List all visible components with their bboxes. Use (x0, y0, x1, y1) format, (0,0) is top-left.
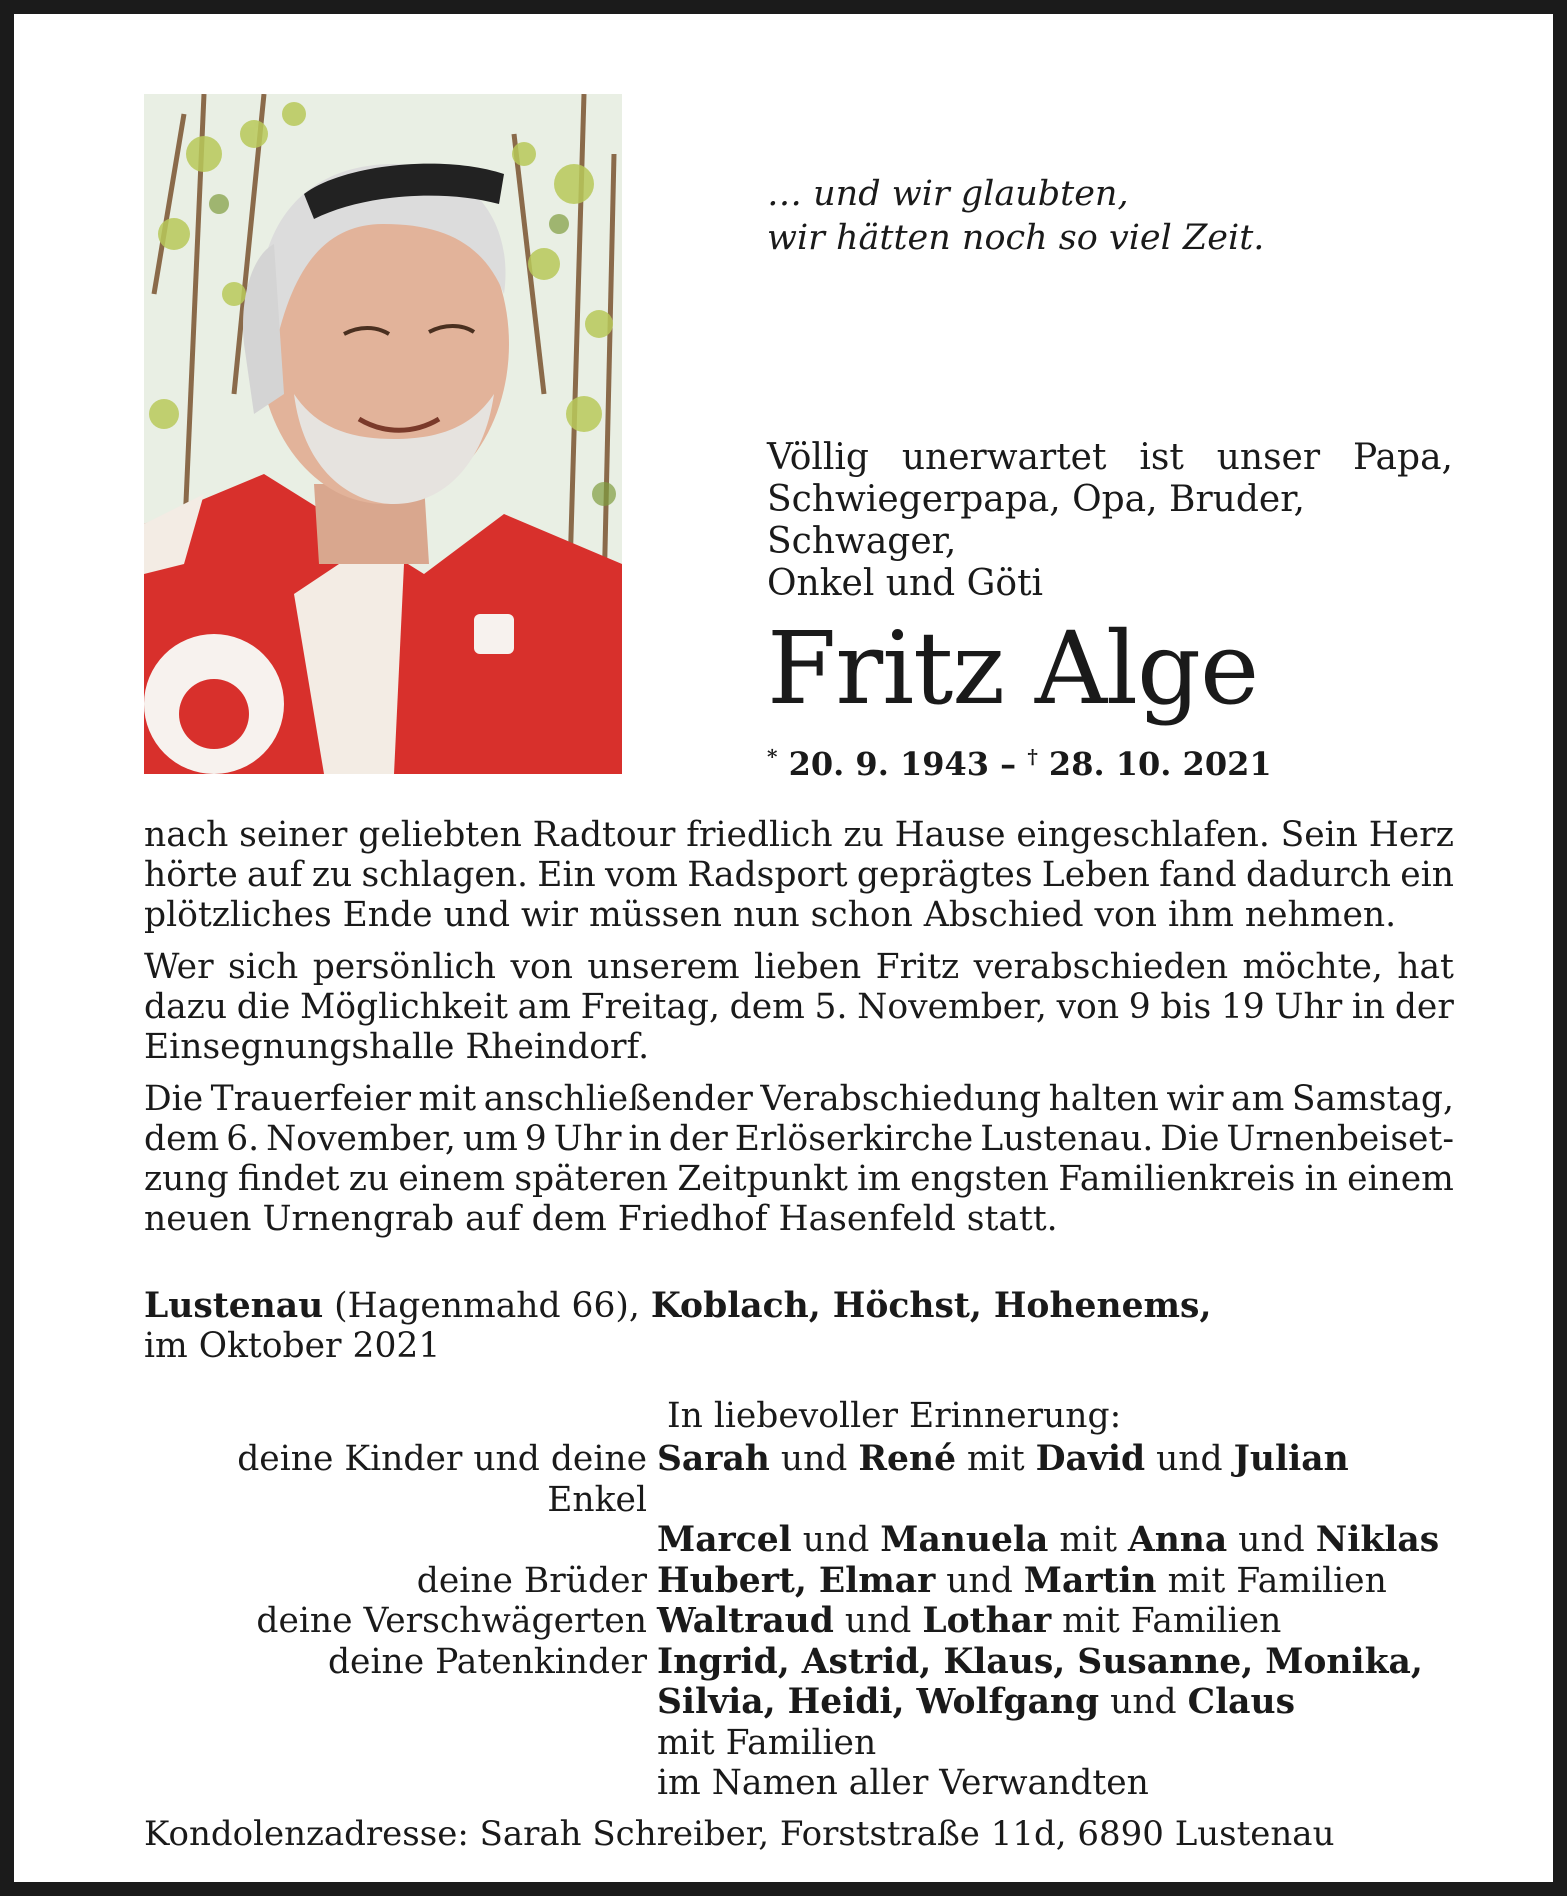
connector: und (1099, 1682, 1188, 1722)
word: persönlich (312, 947, 497, 987)
word: Zeitpunkt (677, 1159, 848, 1199)
word: am (517, 987, 571, 1027)
word: 5. (814, 987, 848, 1027)
body-line (144, 1079, 1454, 1119)
portrait-photo (144, 94, 622, 774)
word: friedlich (686, 815, 833, 855)
word: Familienkreis (1058, 1159, 1296, 1199)
word: zu (843, 815, 884, 855)
word: nach (144, 815, 229, 855)
place-town: Lustenau (144, 1286, 324, 1326)
word: die (236, 987, 291, 1027)
intro-word: ist (1139, 437, 1184, 478)
word: Lustenau. (980, 1119, 1154, 1159)
mourner-names (657, 1561, 1474, 1602)
intro-line (767, 437, 1453, 479)
word: mit (418, 1079, 477, 1119)
name-bold: Claus (1187, 1682, 1296, 1722)
body-line: neuen Urnengrab auf dem Friedhof Hasenfeld statt. (144, 1199, 1058, 1239)
place-and-date (144, 1286, 1211, 1366)
body-line (144, 987, 1454, 1027)
body-line (144, 1159, 1454, 1199)
word: ein (1400, 855, 1454, 895)
mourner-families: mit Familien (657, 1722, 877, 1763)
birth-symbol: * (767, 744, 778, 769)
name-bold: René (858, 1439, 957, 1479)
mourner-label-empty (144, 1682, 657, 1723)
word: möchte, (1242, 947, 1383, 987)
word: am (1231, 1079, 1285, 1119)
word: eingeschlafen. (1016, 815, 1270, 855)
word: in (628, 1119, 662, 1159)
word: anschließender (483, 1079, 753, 1119)
name-bold: David (1035, 1439, 1146, 1479)
intro-word: unerwartet (901, 437, 1107, 478)
word: seiner (239, 815, 348, 855)
mourners-list (144, 1439, 1474, 1804)
name-bold: Hubert, Elmar (657, 1560, 936, 1601)
word: Fritz (875, 947, 960, 987)
word: einem (1347, 1159, 1454, 1199)
word: Samstag, (1291, 1079, 1454, 1119)
word: von (1056, 987, 1120, 1027)
body-line (144, 947, 1454, 987)
word: Radtour (532, 815, 676, 855)
intro-word: Papa, (1352, 437, 1453, 478)
name-bold: Sarah (657, 1439, 770, 1479)
word: hörte (144, 855, 238, 895)
word: Sein (1280, 815, 1358, 855)
death-date: 28. 10. 2021 (1037, 745, 1272, 783)
word: Trauerfeier (210, 1079, 411, 1119)
mourner-label-empty (144, 1520, 657, 1561)
connector: und (791, 1520, 881, 1560)
word: Die (144, 1079, 204, 1119)
deceased-name: Fritz Alge (767, 610, 1259, 727)
mourner-row (144, 1439, 1474, 1520)
paragraph-funeral (144, 1079, 1454, 1239)
life-dates (767, 744, 1272, 784)
word: zu (348, 1159, 390, 1199)
word: Leben (1041, 855, 1150, 895)
condolence-address: Kondolenzadresse: Sarah Schreiber, Forststraße 11d, 6890 Lustenau (144, 1814, 1335, 1854)
word: verabschieden (973, 947, 1229, 987)
name-bold: Silvia, Heidi, Wolfgang (657, 1682, 1100, 1722)
word: hat (1397, 947, 1454, 987)
word: späteren (514, 1159, 669, 1199)
word: einem (398, 1159, 506, 1199)
word: Hause (894, 815, 1006, 855)
connector: mit (1048, 1520, 1128, 1560)
word: findet (237, 1159, 340, 1199)
word: Uhr (1274, 987, 1343, 1027)
intro-line: Schwiegerpapa, Opa, Bruder, Schwager, (767, 479, 1305, 562)
word: dazu (144, 987, 228, 1027)
quote (767, 172, 1264, 260)
word: Freitag, (580, 987, 720, 1027)
connector: und (1145, 1439, 1234, 1479)
word: zu (311, 855, 353, 895)
word: auf (247, 855, 303, 895)
word: Möglichkeit (299, 987, 508, 1027)
connector: und (769, 1439, 859, 1479)
quote-line: wir hätten noch so viel Zeit. (767, 218, 1265, 258)
word: sich (228, 947, 299, 987)
word: um (462, 1119, 518, 1159)
connector: und (833, 1601, 923, 1641)
name-bold: Anna (1127, 1520, 1228, 1560)
body-line (144, 855, 1454, 895)
memory-heading: In liebevoller Erinnerung: (667, 1396, 1122, 1436)
connector: mit Familien (1156, 1560, 1387, 1601)
body-line: Einsegnungshalle Rheindorf. (144, 1027, 650, 1067)
place-others: Koblach, Höchst, Hohenems, (650, 1286, 1212, 1326)
word: Ein (537, 855, 596, 895)
mourner-row (144, 1561, 1474, 1602)
mourner-label: deine Patenkinder (327, 1641, 647, 1682)
word: dadurch (1246, 855, 1391, 895)
word: 9 (524, 1119, 547, 1159)
mourner-label: deine Brüder (416, 1560, 647, 1601)
word: der (668, 1119, 728, 1159)
mourner-label-empty (144, 1763, 657, 1804)
word: unserem (587, 947, 740, 987)
name-bold: Waltraud (657, 1601, 834, 1641)
name-bold: Manuela (880, 1520, 1049, 1560)
word: in (1304, 1159, 1338, 1199)
word: der (1394, 987, 1454, 1027)
obituary-body (144, 815, 1454, 1251)
paragraph-viewing (144, 947, 1454, 1067)
word: Die (1160, 1119, 1220, 1159)
word: wir (1166, 1079, 1224, 1119)
name-bold: Lothar (922, 1601, 1052, 1641)
word: geliebten (358, 815, 522, 855)
word: Radsport (687, 855, 848, 895)
name-bold: Marcel (657, 1520, 792, 1560)
mourner-names (657, 1682, 1474, 1723)
word: Erlöserkirche (734, 1119, 974, 1159)
word: 9 (1128, 987, 1151, 1027)
word: engsten (910, 1159, 1050, 1199)
word: im (857, 1159, 901, 1199)
mourner-names (657, 1642, 1474, 1683)
mourner-row (144, 1642, 1474, 1683)
intro-line: Onkel und Göti (767, 563, 1044, 604)
word: Urnenbeiset- (1226, 1119, 1454, 1159)
word: schlagen. (361, 855, 529, 895)
name-bold: Martin (1023, 1560, 1157, 1601)
body-line (144, 1119, 1454, 1159)
word: in (1351, 987, 1386, 1027)
connector: mit Familien (1051, 1601, 1282, 1641)
word: dem (729, 987, 805, 1027)
mourner-row (144, 1601, 1474, 1642)
mourner-row (144, 1682, 1474, 1723)
word: bis (1160, 987, 1212, 1027)
body-line (144, 815, 1454, 855)
name-bold: Ingrid, Astrid, Klaus, Susanne, Monika, (657, 1641, 1423, 1682)
word: von (510, 947, 573, 987)
word: November, (857, 987, 1047, 1027)
quote-line: … und wir glaubten, (767, 174, 1129, 214)
place-line (144, 1286, 1211, 1326)
word: Uhr (553, 1119, 622, 1159)
word: Herz (1368, 815, 1454, 855)
word: zung (144, 1159, 229, 1199)
word: geprägtes (856, 855, 1033, 895)
intro-text (767, 437, 1453, 605)
mourner-row (144, 1520, 1474, 1561)
word: Verabschiedung (760, 1079, 1042, 1119)
word: fand (1159, 855, 1237, 895)
word: Wer (144, 947, 214, 987)
connector: und (1227, 1520, 1316, 1560)
intro-word: unser (1216, 437, 1321, 478)
connector: und (935, 1560, 1024, 1601)
word: halten (1048, 1079, 1159, 1119)
mourner-label: deine Kinder und deine Enkel (237, 1439, 647, 1520)
mourner-row (144, 1723, 1474, 1764)
mourner-label-empty (144, 1723, 657, 1764)
mourner-label: deine Verschwägerten (256, 1601, 647, 1641)
mourner-relatives: im Namen aller Verwandten (657, 1763, 1149, 1803)
paragraph-passing (144, 815, 1454, 935)
date-line: im Oktober 2021 (144, 1326, 441, 1366)
intro-word: Völlig (767, 437, 869, 478)
name-bold: Niklas (1315, 1520, 1440, 1560)
word: dem (144, 1119, 220, 1159)
mourner-names (657, 1520, 1474, 1561)
word: vom (604, 855, 678, 895)
word: 6. (226, 1119, 260, 1159)
word: November, (266, 1119, 456, 1159)
body-line: plötzliches Ende und wir müssen nun schon Abschied von ihm nehmen. (144, 895, 1397, 935)
death-symbol: † (1027, 744, 1038, 769)
name-bold: Julian (1233, 1439, 1349, 1479)
word: lieben (754, 947, 862, 987)
place-address: (Hagenmahd 66), (323, 1286, 651, 1326)
mourner-names (657, 1601, 1474, 1642)
mourner-row (144, 1763, 1474, 1804)
birth-date: 20. 9. 1943 – (777, 745, 1028, 783)
mourner-names (657, 1439, 1474, 1520)
connector: mit (956, 1439, 1036, 1479)
word: 19 (1220, 987, 1265, 1027)
